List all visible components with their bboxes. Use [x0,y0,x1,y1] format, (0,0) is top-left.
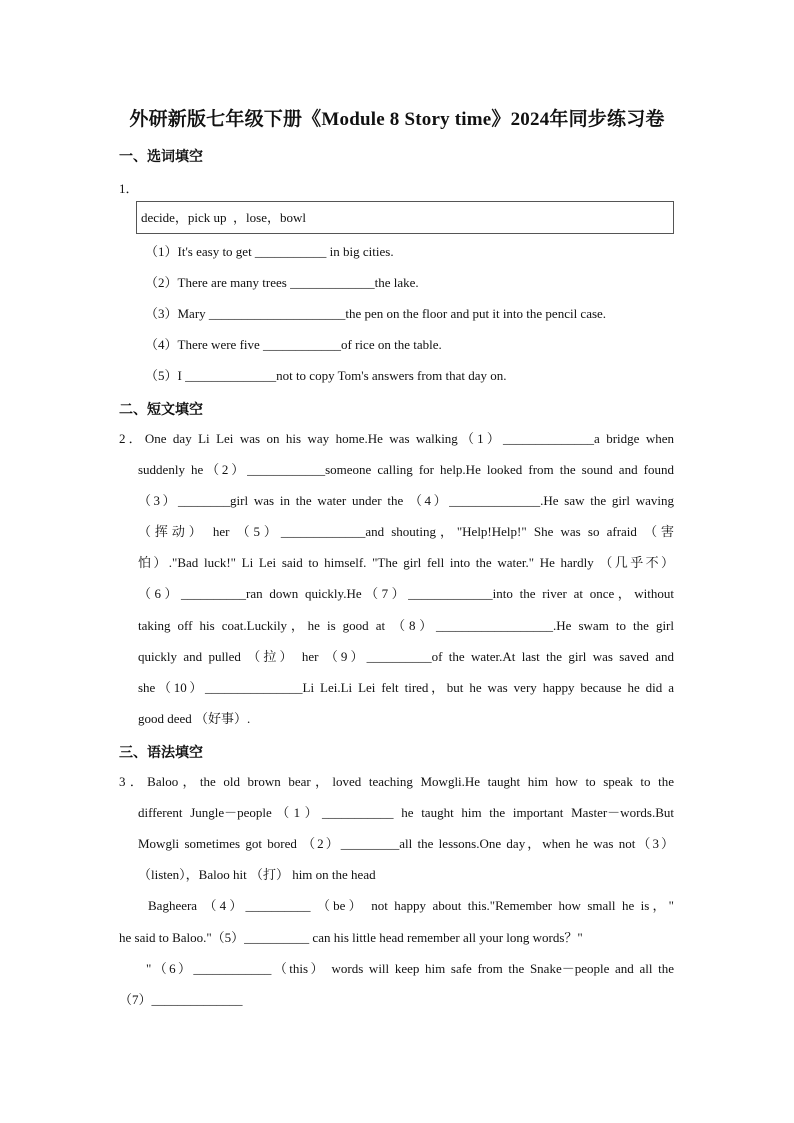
passage-line: different Jungle－people（1）___________ he taught him the important Master－words.But [138,805,674,820]
passage-line: Mowgli sometimes got bored （2）_________all the lessons.One day，when he was not（3） [138,836,674,851]
fill-item-1: （1）It's easy to get ___________ in big cities. [145,244,394,259]
passage-line: （6）__________ran down quickly.He（7）_____________into the river at once，without [138,586,674,601]
passage-line: 3．Baloo，the old brown bear，loved teaching Mowgli.He taught him how to speak to the [119,774,674,789]
passage-line: taking off his coat.Luckily，he is good at （8）__________________.He swam to the girl [138,618,674,633]
question-number-1: 1． [119,181,139,196]
passage-line: suddenly he（2）____________someone calling for help.He looked from the sound and found [138,462,674,477]
section-heading-grammar-fill: 三、语法填空 [119,745,203,761]
page-title: 外研新版七年级下册《Module 8 Story time》2024年同步练习卷 [129,109,665,130]
fill-item-2: （2）There are many trees _____________the lake. [145,275,419,290]
fill-item-5: （5）I ______________not to copy Tom's answers from that day on. [145,368,507,383]
section-heading-passage-fill: 二、短文填空 [119,402,203,418]
passage-line: he said to Baloo."（5）__________ can his little head remember all your long words？" [119,930,583,945]
fill-item-3: （3）Mary _____________________the pen on the floor and put it into the pencil case. [145,306,607,321]
section-heading-word-choice: 一、选词填空 [119,149,203,165]
passage-line: quickly and pulled （拉） her （9）__________of the water.At last the girl was saved and [138,649,674,664]
passage-line: Bagheera （4）__________ （be） not happy about this."Remember how small he is，" [148,898,674,913]
passage-line: good deed （好事）. [138,711,251,726]
passage-line: she（10）_______________Li Lei.Li Lei felt tired，but he was very happy because he did a [138,680,674,695]
passage-line: （listen），Baloo hit （打） him on the head [138,867,376,882]
passage-line: （7）______________ [119,992,243,1007]
passage-line: 怕）."Bad luck!" Li Lei said to himself. "The girl fell into the water." He hardly （几乎不） [138,555,674,570]
passage-line: （3）________girl was in the water under the （4）______________.He saw the girl waving [138,493,674,508]
word-bank-box: decide，pick up ，lose，bowl [136,201,674,234]
passage-line: 2．One day Li Lei was on his way home.He was walking（1）______________a bridge when [119,431,674,446]
passage-line: （挥动） her （5）_____________and shouting，"Help!Help!" She was so afraid （害 [138,524,674,539]
fill-item-4: （4）There were five ____________of rice on the table. [145,337,442,352]
passage-line: "（6）____________（this） words will keep him safe from the Snake－people and all the [146,961,674,976]
